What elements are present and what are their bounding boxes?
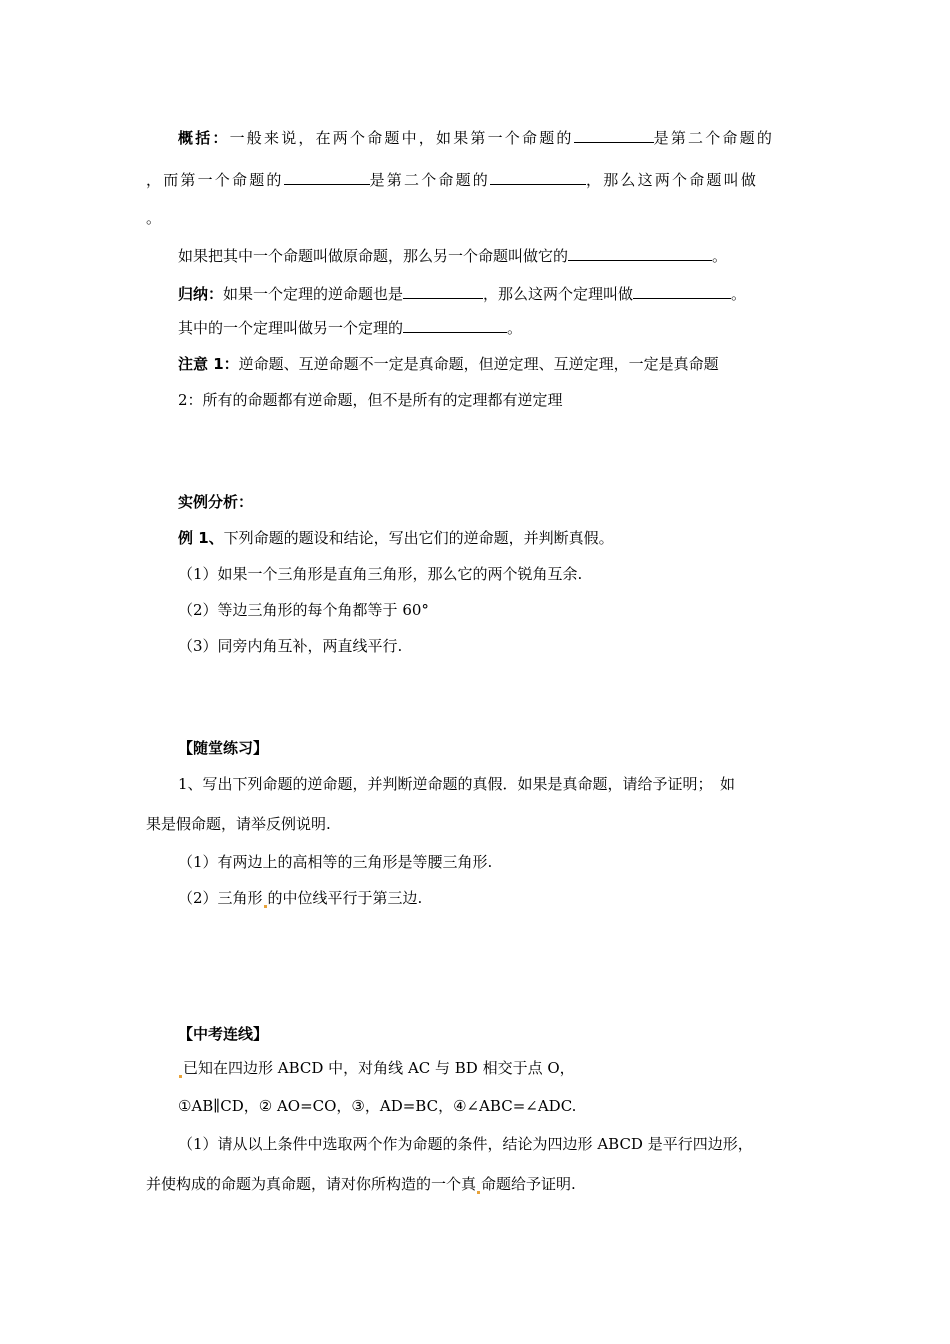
- practice-heading: 【随堂练习】: [178, 739, 269, 757]
- induction-label: 归纳：: [178, 285, 224, 303]
- blank-3[interactable]: [490, 170, 586, 185]
- exam-line-4: 并使构成的命题为真命题，请对你所构造的一个真 命题给予证明.: [146, 1175, 576, 1193]
- blank-1[interactable]: [574, 128, 654, 143]
- blank-7[interactable]: [403, 318, 507, 333]
- note-label: 注意 1：: [178, 355, 239, 373]
- induction-line-2: 其中的一个定理叫做另一个定理的 。: [178, 319, 523, 337]
- example-1: 例 1、下列命题的题设和结论，写出它们的逆命题，并判断真假。: [178, 529, 614, 547]
- exam-line-2: ①AB∥CD，② AO=CO，③，AD=BC，④∠ABC=∠ADC.: [178, 1097, 577, 1115]
- summary-line-4: 如果把其中一个命题叫做原命题，那么另一个命题叫做它的 。: [178, 247, 728, 265]
- exam-line-3: （1）请从以上条件中选取两个作为命题的条件，结论为四边形 ABCD 是平行四边形，: [178, 1135, 753, 1153]
- note-2: 2：所有的命题都有逆命题，但不是所有的定理都有逆定理: [178, 391, 563, 409]
- induction-line-1: 归纳：如果一个定理的逆命题也是 ，那么这两个定理叫做 。: [178, 285, 747, 303]
- exam-line-1: 已知在四边形 ABCD 中，对角线 AC 与 BD 相交于点 O，: [178, 1058, 575, 1078]
- blank-4[interactable]: [568, 246, 712, 261]
- practice-item-2: （2）三角形 的中位线平行于第三边.: [178, 889, 423, 907]
- note-1: 注意 1：逆命题、互逆命题不一定是真命题，但逆定理、互逆定理，一定是真命题: [178, 355, 719, 373]
- practice-q1-line-1: 1、写出下列命题的逆命题，并判断逆命题的真假．如果是真命题，请给予证明； 如: [178, 775, 736, 793]
- example-item-3: （3）同旁内角互补，两直线平行.: [178, 637, 403, 655]
- edit-mark: [179, 1075, 182, 1078]
- example-item-1: （1）如果一个三角形是直角三角形，那么它的两个锐角互余.: [178, 565, 583, 583]
- summary-label: 概括：: [178, 129, 230, 147]
- practice-item-1: （1）有两边上的高相等的三角形是等腰三角形.: [178, 853, 493, 871]
- blank-6[interactable]: [633, 284, 731, 299]
- edit-mark: [477, 1191, 480, 1194]
- example-label: 例 1、: [178, 529, 224, 547]
- summary-line-2: ，而第一个命题的 是第二个命题的 ，那么这两个命题叫做: [146, 171, 759, 189]
- examples-heading: 实例分析：: [178, 493, 254, 511]
- blank-5[interactable]: [403, 284, 483, 299]
- example-item-2: （2）等边三角形的每个角都等于 60°: [178, 601, 429, 619]
- practice-q1-line-2: 果是假命题，请举反例说明.: [146, 815, 331, 833]
- exam-heading: 【中考连线】: [178, 1025, 269, 1043]
- summary-line-1: 概括：一般来说，在两个命题中，如果第一个命题的 是第二个命题的: [178, 129, 775, 147]
- edit-mark: [264, 905, 267, 908]
- blank-2[interactable]: [284, 170, 370, 185]
- summary-line-3: 。: [146, 209, 162, 227]
